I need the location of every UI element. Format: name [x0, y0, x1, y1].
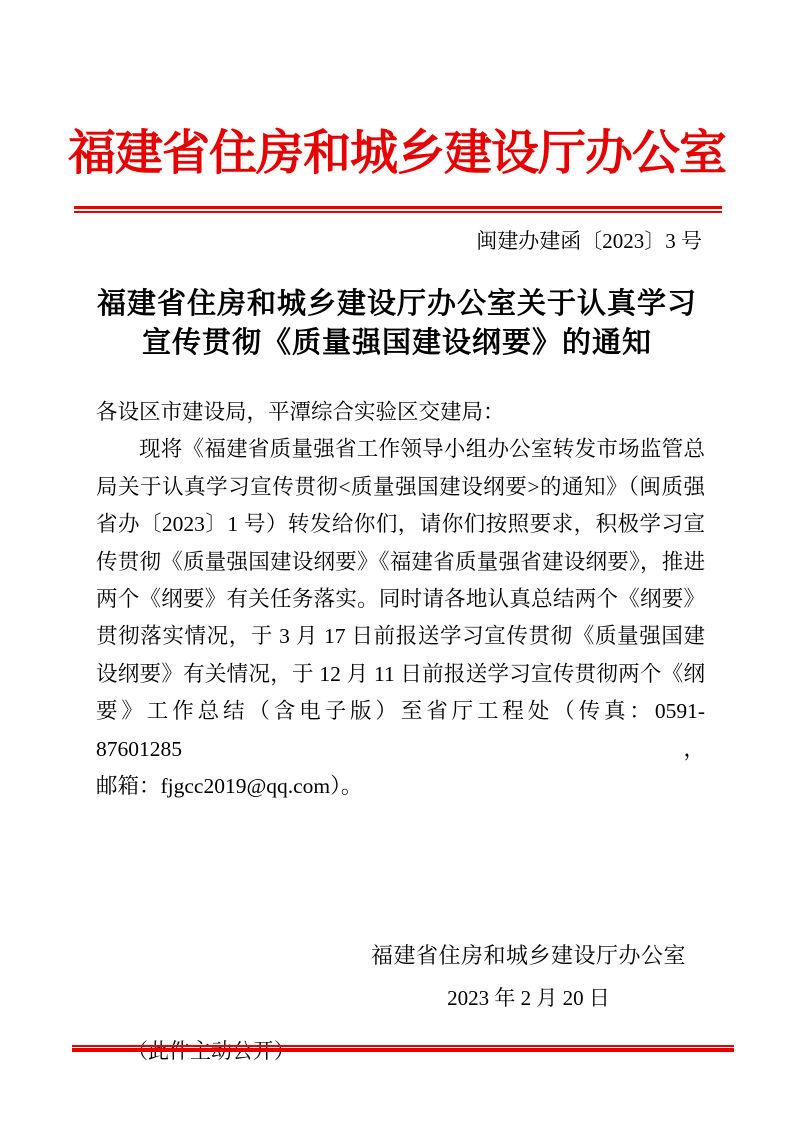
- footer-divider: [72, 1045, 734, 1052]
- body-line: 要》工作总结（含电子版）至省厅工程处（传真：0591-87601285，: [96, 699, 705, 761]
- issuing-office-signature: 福建省住房和城乡建设厅办公室: [370, 943, 686, 969]
- letterhead-divider: [74, 206, 722, 213]
- document-number: 闽建办建函〔2023〕3 号: [476, 229, 702, 253]
- body-line: 邮箱：fjgcc2019@qq.com）。: [96, 774, 363, 799]
- disclosure-note: （此件主动公开）: [127, 1039, 295, 1064]
- salutation-line: 各设区市建设局，平潭综合实验区交建局：: [96, 400, 505, 424]
- body-line: 省办〔2023〕1 号）转发给你们，请你们按照要求，积极学习宣: [96, 512, 705, 537]
- body-line: 局关于认真学习宣传贯彻<质量强国建设纲要>的通知》（闽质强: [96, 474, 705, 499]
- body-line: 两个《纲要》有关任务落实。同时请各地认真总结两个《纲要》: [96, 587, 705, 612]
- body-line: 设纲要》有关情况，于 12 月 11 日前报送学习宣传贯彻两个《纲: [96, 661, 705, 686]
- notice-title: [40, 285, 754, 363]
- body-line: 传贯彻《质量强国建设纲要》《福建省质量强省建设纲要》，推进: [96, 549, 705, 574]
- signature-block: [371, 941, 686, 1013]
- notice-body: [96, 394, 705, 805]
- notice-title-line2: 宣传贯彻《质量强国建设纲要》的通知: [141, 327, 652, 359]
- issue-date: 2023 年 2 月 20 日: [447, 986, 610, 1011]
- notice-title-line1: 福建省住房和城乡建设厅办公室关于认真学习: [96, 288, 697, 320]
- letterhead-title: 福建省住房和城乡建设厅办公室: [67, 127, 726, 180]
- body-line: 现将《福建省质量强省工作领导小组办公室转发市场监管总: [139, 437, 705, 462]
- body-line: 贯彻落实情况，于 3 月 17 日前报送学习宣传贯彻《质量强国建: [96, 624, 705, 649]
